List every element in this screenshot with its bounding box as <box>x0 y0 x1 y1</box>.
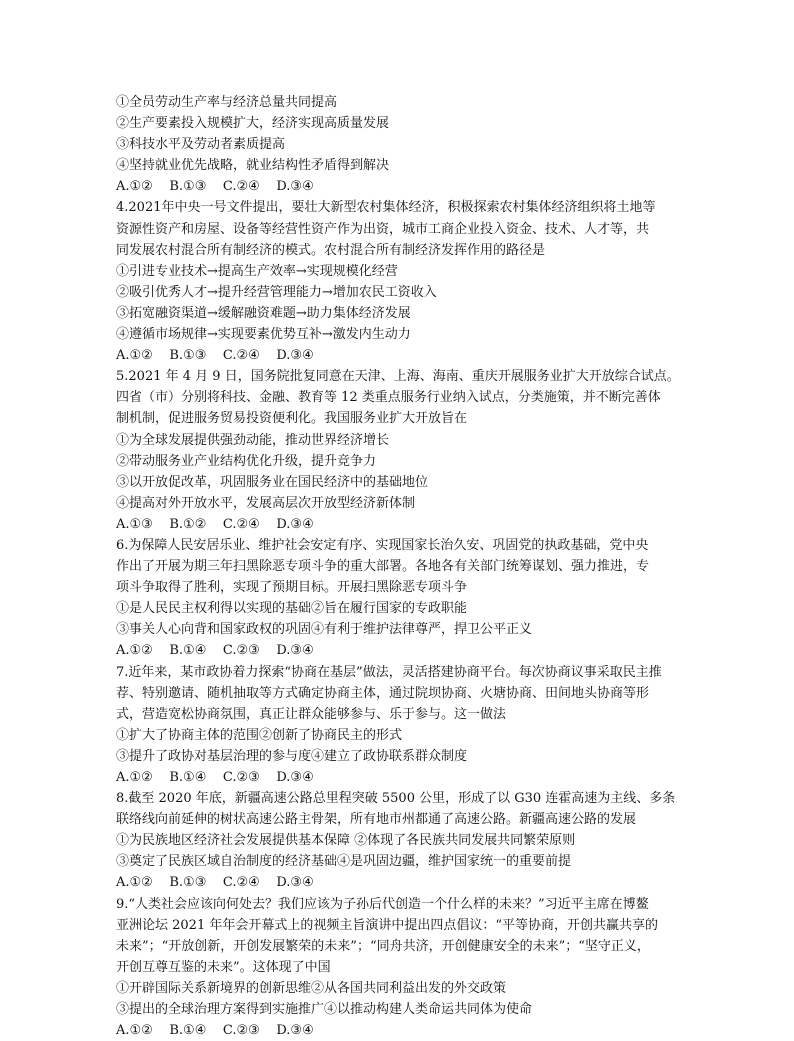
q5-option-3: ③以开放促改革，巩固服务业在国民经济中的基础地位 <box>116 474 429 490</box>
q9-option-1-2: ①开辟国际关系新境界的创新思维②从各国共同利益出发的外交政策 <box>116 980 507 996</box>
q8-stem-line-1: 8.截至 2020 年底，新疆高速公路总里程突破 5500 公里，形成了以 G30 连霍高速为主线、多条 <box>116 791 676 807</box>
q4-option-3: ③拓宽融资渠道→缓解融资难题→助力集体经济发展 <box>116 305 411 321</box>
q7-stem-line-3: 式，营造宽松协商氛围，真正让群众能够参与、乐于参与。这一做法 <box>116 706 507 722</box>
q9-stem-line-3: 未来”；“开放创新，开创发展繁荣的未来”；“同舟共济，开创健康安全的未来”；“坚守正义， <box>116 938 650 954</box>
q4-choices: A.①② B.①③ C.②④ D.③④ <box>116 348 314 364</box>
q9-stem-line-2: 亚洲论坛 2021 年年会开幕式上的视频主旨演讲中提出四点倡议：“平等协商，开创共赢共享的 <box>116 917 658 933</box>
q4-stem-line-3: 同发展农村混合所有制经济的模式。农村混合所有制经济发挥作用的路径是 <box>116 242 546 258</box>
exam-page <box>116 92 688 1041</box>
q8-option-3-4: ③奠定了民族区域自治制度的经济基础④是巩固边疆，维护国家统一的重要前提 <box>116 854 572 870</box>
q9-stem-line-1: 9.“人类社会应该向何处去？我们应该为子孙后代创造一个什么样的未来？”习近平主席在博鳌 <box>116 896 649 912</box>
q5-stem-line-1: 5.2021 年 4 月 9 日，国务院批复同意在天津、上海、海南、重庆开展服务业扩大开放综合试点。 <box>116 369 680 385</box>
question-5 <box>116 366 688 535</box>
q4-option-4: ④遵循市场规律→实现要素优势互补→激发内生动力 <box>116 327 411 343</box>
q8-choices: A.①② B.①③ C.②④ D.③④ <box>116 875 314 891</box>
q9-stem-line-4: 开创互尊互鉴的未来”。这体现了中国 <box>116 959 331 975</box>
question-8 <box>116 788 688 893</box>
q9-choices: A.①② B.①④ C.②③ D.③④ <box>116 1023 314 1039</box>
q6-stem-line-2: 作出了开展为期三年扫黑除恶专项斗争的重大部署。各地各有关部门统筹谋划、强力推进，专 <box>116 559 650 575</box>
q6-choices: A.①② B.①④ C.②③ D.③④ <box>116 643 314 659</box>
q3-option-2: ②生产要素投入规模扩大，经济实现高质量发展 <box>116 116 390 132</box>
q5-stem-line-3: 制机制，促进服务贸易投资便利化。我国服务业扩大开放旨在 <box>116 411 468 427</box>
q9-option-3-4: ③提出的全球治理方案得到实施推广④以推动构建人类命运共同体为使命 <box>116 1002 533 1018</box>
question-3-tail <box>116 92 688 197</box>
q3-option-1: ①全员劳动生产率与经济总量共同提高 <box>116 95 338 110</box>
question-9 <box>116 894 688 1041</box>
q4-option-2: ②吸引优秀人才→提升经营管理能力→增加农民工资收入 <box>116 284 437 300</box>
q7-option-1-2: ①扩大了协商主体的范围②创新了协商民主的形式 <box>116 727 403 743</box>
q6-option-3-4: ③事关人心向背和国家政权的巩固④有利于维护法律尊严，捍卫公平正义 <box>116 622 533 638</box>
q8-option-1-2: ①为民族地区经济社会发展提供基本保障 ②体现了各民族共同发展共同繁荣原则 <box>116 833 576 849</box>
q7-choices: A.①② B.①④ C.②③ D.③④ <box>116 770 314 785</box>
q5-option-1: ①为全球发展提供强劲动能，推动世界经济增长 <box>116 432 390 448</box>
q5-stem-line-2: 四省（市）分别将科技、金融、教育等 12 类重点服务行业纳入试点，分类施策，并不断完善体 <box>116 390 661 406</box>
q3-option-4: ④坚持就业优先战略，就业结构性矛盾得到解决 <box>116 158 390 174</box>
q6-option-1-2: ①是人民民主权利得以实现的基础②旨在履行国家的专政职能 <box>116 601 468 617</box>
q5-option-4: ④提高对外开放水平，发展高层次开放型经济新体制 <box>116 495 416 511</box>
q8-stem-line-2: 联络线向前延伸的树状高速公路主骨架，所有地市州都通了高速公路。新疆高速公路的发展 <box>116 812 637 828</box>
question-4 <box>116 197 688 366</box>
question-6 <box>116 535 688 662</box>
q7-option-3-4: ③提升了政协对基层治理的参与度④建立了政协联系群众制度 <box>116 748 468 764</box>
q4-option-1: ①引进专业技术→提高生产效率→实现规模化经营 <box>116 263 398 279</box>
q6-stem-line-3: 项斗争取得了胜利，实现了预期目标。开展扫黑除恶专项斗争 <box>116 580 468 596</box>
q6-stem-line-1: 6.为保障人民安居乐业、维护社会安定有序、实现国家长治久安、巩固党的执政基础，党中央 <box>116 537 649 553</box>
q3-option-3: ③科技水平及劳动者素质提高 <box>116 137 286 153</box>
q7-stem-line-2: 荐、特别邀请、随机抽取等方式确定协商主体，通过院坝协商、火塘协商、田间地头协商等形 <box>116 685 650 701</box>
q5-choices: A.①③ B.①② C.②④ D.③④ <box>116 516 314 532</box>
q3-choices: A.①② B.①③ C.②④ D.③④ <box>116 179 314 195</box>
q4-stem-line-1: 4.2021年中央一号文件提出，要壮大新型农村集体经济，积极探索农村集体经济组织将土地等 <box>116 200 656 216</box>
q5-option-2: ②带动服务业产业结构优化升级，提升竞争力 <box>116 453 377 469</box>
q7-stem-line-1: 7.近年来，某市政协着力探索“协商在基层”做法，灵活搭建协商平台。每次协商议事采取民主推 <box>116 664 662 680</box>
q4-stem-line-2: 资源性资产和房屋、设备等经营性资产作为出资，城市工商企业投入资金、技术、人才等，共 <box>116 221 650 237</box>
question-7 <box>116 662 688 789</box>
